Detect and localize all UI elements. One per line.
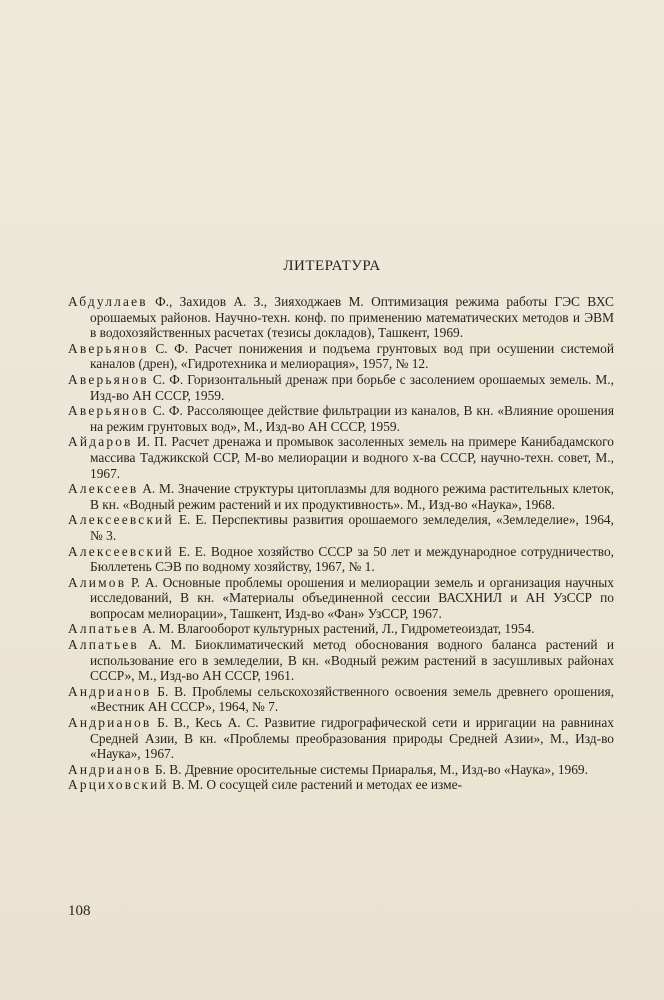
entry-text: А. М. Значение структуры цитоплазмы для водного режима растительных клеток, В кн. «Водный режим растений и их продуктивность». М., Изд-во «Наука», 1968.	[90, 481, 614, 512]
entry-author: Алексеевский	[68, 543, 174, 559]
entry-text: Ф., Захидов А. З., Зияходжаев М. Оптимизация режима работы ГЭС ВХС орошаемых районов. Научно-техн. конф. по применению математических методов и ЭВМ в водохозяйственных расчетах (тезисы докладов), Ташкент, 1969.	[90, 294, 614, 341]
bibliography-list	[68, 294, 614, 793]
entry-text: Е. Е. Перспективы развития орошаемого земледелия, «Земледелие», 1964, № 3.	[90, 512, 614, 543]
entry-author: Аверьянов	[68, 371, 149, 387]
entry-author: Андрианов	[68, 683, 152, 699]
bibliography-entry	[68, 403, 614, 434]
entry-author: Арциховский	[68, 777, 169, 793]
entry-text: С. Ф. Рассоляющее действие фильтрации из каналов, В кн. «Влияние орошения на режим грунтовых вод», М., Изд-во АН СССР, 1959.	[90, 403, 614, 434]
bibliography-entry	[68, 544, 614, 575]
entry-author: Аверьянов	[68, 403, 149, 419]
entry-author: Андрианов	[68, 761, 152, 777]
entry-text: Е. Е. Водное хозяйство СССР за 50 лет и международное сотрудничество, Бюллетень СЭВ по водному хозяйству, 1967, № 1.	[90, 543, 614, 575]
bibliography-entry	[68, 777, 614, 793]
entry-text: А. М. Биоклиматический метод обоснования водного баланса растений и использование его в земледелии, В кн. «Водный режим растений в засушливых районах СССР», М., Изд-во АН СССР, 1961.	[90, 637, 614, 684]
bibliography-entry	[68, 621, 614, 637]
entry-author: Алимов	[68, 574, 127, 590]
bibliography-entry	[68, 715, 614, 762]
bibliography-entry	[68, 434, 614, 481]
bibliography-entry	[68, 637, 614, 684]
bibliography-entry	[68, 372, 614, 403]
entry-text: Б. В., Кесь А. С. Развитие гидрографической сети и ирригации на равнинах Средней Азии, В кн. «Проблемы преобразования природы Средней Азии», М., Изд-во «Наука», 1967.	[90, 715, 614, 762]
bibliography-entry	[68, 575, 614, 622]
entry-text: И. П. Расчет дренажа и промывок засоленных земель на примере Канибадамского массива Таджикской ССР, М-во мелиорации и водного х-ва СССР, научно-техн. совет, М., 1967.	[90, 434, 614, 481]
entry-author: Алексеевский	[68, 512, 174, 528]
bibliography-entry	[68, 481, 614, 512]
entry-text: Б. В. Проблемы сельскохозяйственного освоения земель древнего орошения, «Вестник АН СССР», 1964, № 7.	[90, 683, 614, 715]
bibliography-entry	[68, 294, 614, 341]
entry-author: Алпатьев	[68, 637, 139, 653]
entry-author: Аверьянов	[68, 340, 149, 356]
entry-author: Андрианов	[68, 715, 152, 731]
bibliography-entry	[68, 341, 614, 372]
entry-author: Абдуллаев	[68, 294, 148, 309]
bibliography-entry	[68, 762, 614, 778]
bibliography-entry	[68, 512, 614, 543]
entry-text: С. Ф. Горизонтальный дренаж при борьбе с засолением орошаемых земель. М., Изд-во АН СССР, 1959.	[90, 371, 614, 403]
entry-text: А. М. Влагооборот культурных растений, Л., Гидрометеоиздат, 1954.	[142, 621, 535, 637]
entry-text: Р. А. Основные проблемы орошения и мелиорации земель и организация научных исследований, В кн. «Материалы объединенной сессии ВАСХНИЛ и АН УзССР по вопросам мелиорации», Ташкент, Изд-во «Фан» УзССР, 1967.	[90, 574, 614, 621]
entry-author: Алпатьев	[68, 621, 139, 637]
entry-text: С. Ф. Расчет понижения и подъема грунтовых вод при осушении системой каналов (дрен), «Гидротехника и мелиорация», 1957, № 12.	[90, 340, 614, 372]
section-heading: ЛИТЕРАТУРА	[283, 258, 381, 274]
entry-text: В. М. О сосущей силе растений и методах ее изме-	[172, 777, 463, 793]
bibliography-entry	[68, 684, 614, 715]
page-number: 108	[68, 903, 91, 919]
entry-author: Алексеев	[68, 481, 139, 497]
entry-text: Б. В. Древние оросительные системы Приаралья, М., Изд-во «Наука», 1969.	[154, 761, 588, 777]
entry-author: Айдаров	[68, 434, 133, 450]
